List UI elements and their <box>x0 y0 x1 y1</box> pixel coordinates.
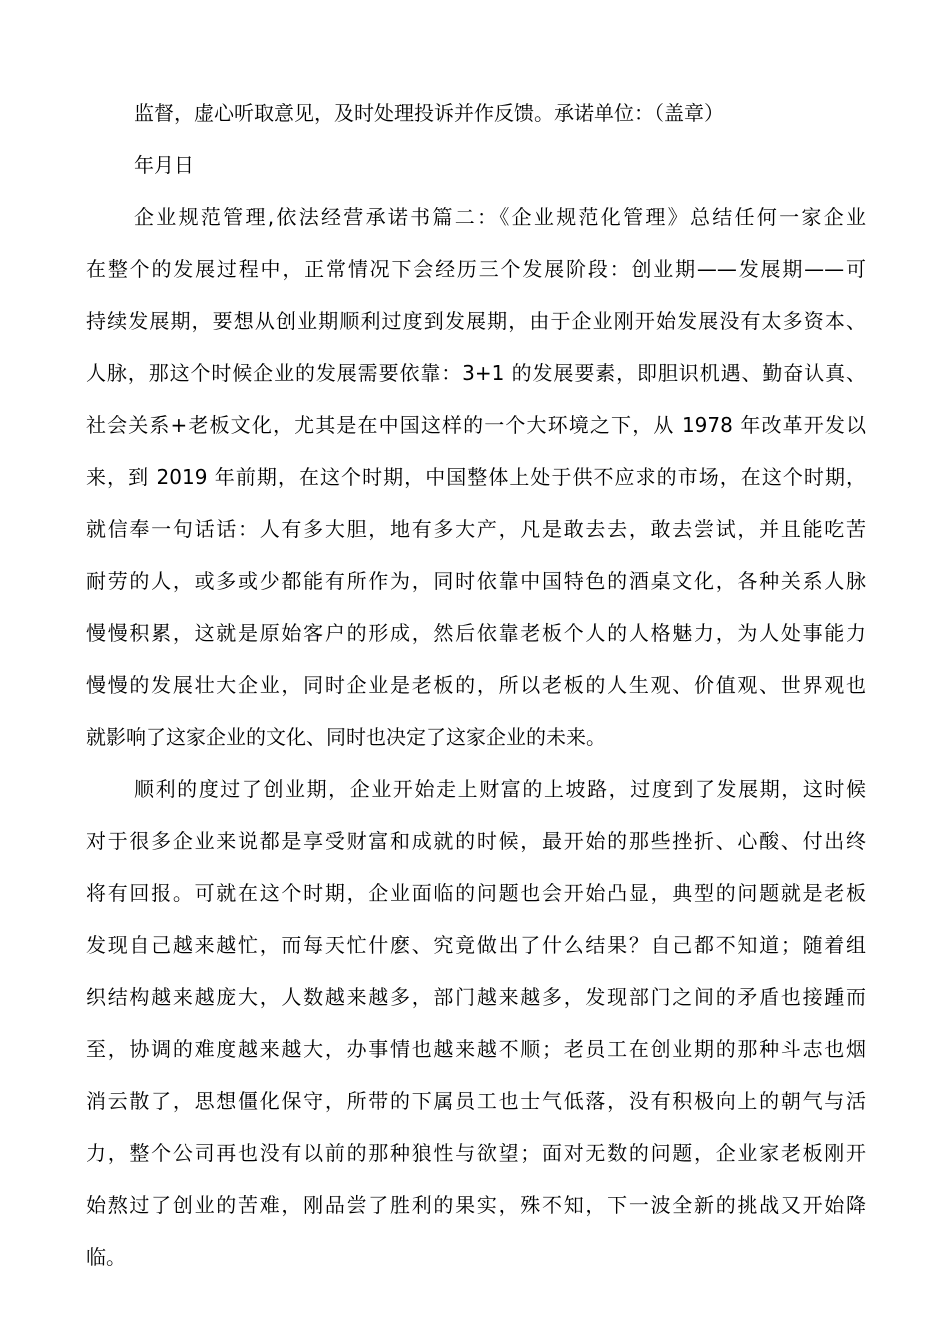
text-line: 监督，虚心听取意见，及时处理投诉并作反馈。承诺单位：（盖章） <box>134 101 724 125</box>
text-line: 在整个的发展过程中，正常情况下会经历三个发展阶段：创业期——发展期——可 <box>86 257 866 281</box>
text-line: 力，整个公司再也没有以前的那种狼性与欲望；面对无数的问题，企业家老板刚开 <box>86 1141 866 1165</box>
text-line: 持续发展期，要想从创业期顺利过度到发展期，由于企业刚开始发展没有太多资本、 <box>86 309 866 333</box>
text-line: 慢慢积累，这就是原始客户的形成，然后依靠老板个人的人格魅力，为人处事能力 <box>86 621 866 645</box>
text-line: 织结构越来越庞大，人数越来越多，部门越来越多，发现部门之间的矛盾也接踵而 <box>86 985 866 1009</box>
text-line: 发现自己越来越忙，而每天忙什麽、究竟做出了什么结果？自己都不知道；随着组 <box>86 933 866 957</box>
date-line: 年月日 <box>134 153 194 177</box>
text-line: 消云散了，思想僵化保守，所带的下属员工也士气低落，没有积极向上的朝气与活 <box>86 1089 866 1113</box>
text-line: 顺利的度过了创业期，企业开始走上财富的上坡路，过度到了发展期，这时候 <box>134 777 866 801</box>
text-line: 人脉，那这个时候企业的发展需要依靠：3+1 的发展要素，即胆识机遇、勤奋认真、 <box>86 361 866 385</box>
text-line: 就信奉一句话话：人有多大胆，地有多大产，凡是敢去去，敢去尝试，并且能吃苦 <box>86 517 866 541</box>
text-line: 来，到 2019 年前期，在这个时期，中国整体上处于供不应求的市场，在这个时期， <box>86 465 866 489</box>
text-line: 始熬过了创业的苦难，刚品尝了胜利的果实，殊不知，下一波全新的挑战又开始降 <box>86 1193 866 1217</box>
text-line: 临。 <box>86 1245 126 1269</box>
text-line: 就影响了这家企业的文化、同时也决定了这家企业的未来。 <box>86 725 606 749</box>
text-line: 将有回报。可就在这个时期，企业面临的问题也会开始凸显，典型的问题就是老板 <box>86 881 866 905</box>
text-line: 慢慢的发展壮大企业，同时企业是老板的，所以老板的人生观、价值观、世界观也 <box>86 673 866 697</box>
text-line: 企业规范管理,依法经营承诺书篇二：《企业规范化管理》总结任何一家企业 <box>134 205 866 229</box>
text-line: 耐劳的人，或多或少都能有所作为，同时依靠中国特色的酒桌文化，各种关系人脉 <box>86 569 866 593</box>
text-line: 社会关系+老板文化，尤其是在中国这样的一个大环境之下，从 1978 年改革开发以 <box>86 413 866 437</box>
text-line: 对于很多企业来说都是享受财富和成就的时候，最开始的那些挫折、心酸、付出终 <box>86 829 866 853</box>
text-line: 至，协调的难度越来越大，办事情也越来越不顺；老员工在创业期的那种斗志也烟 <box>86 1037 866 1061</box>
